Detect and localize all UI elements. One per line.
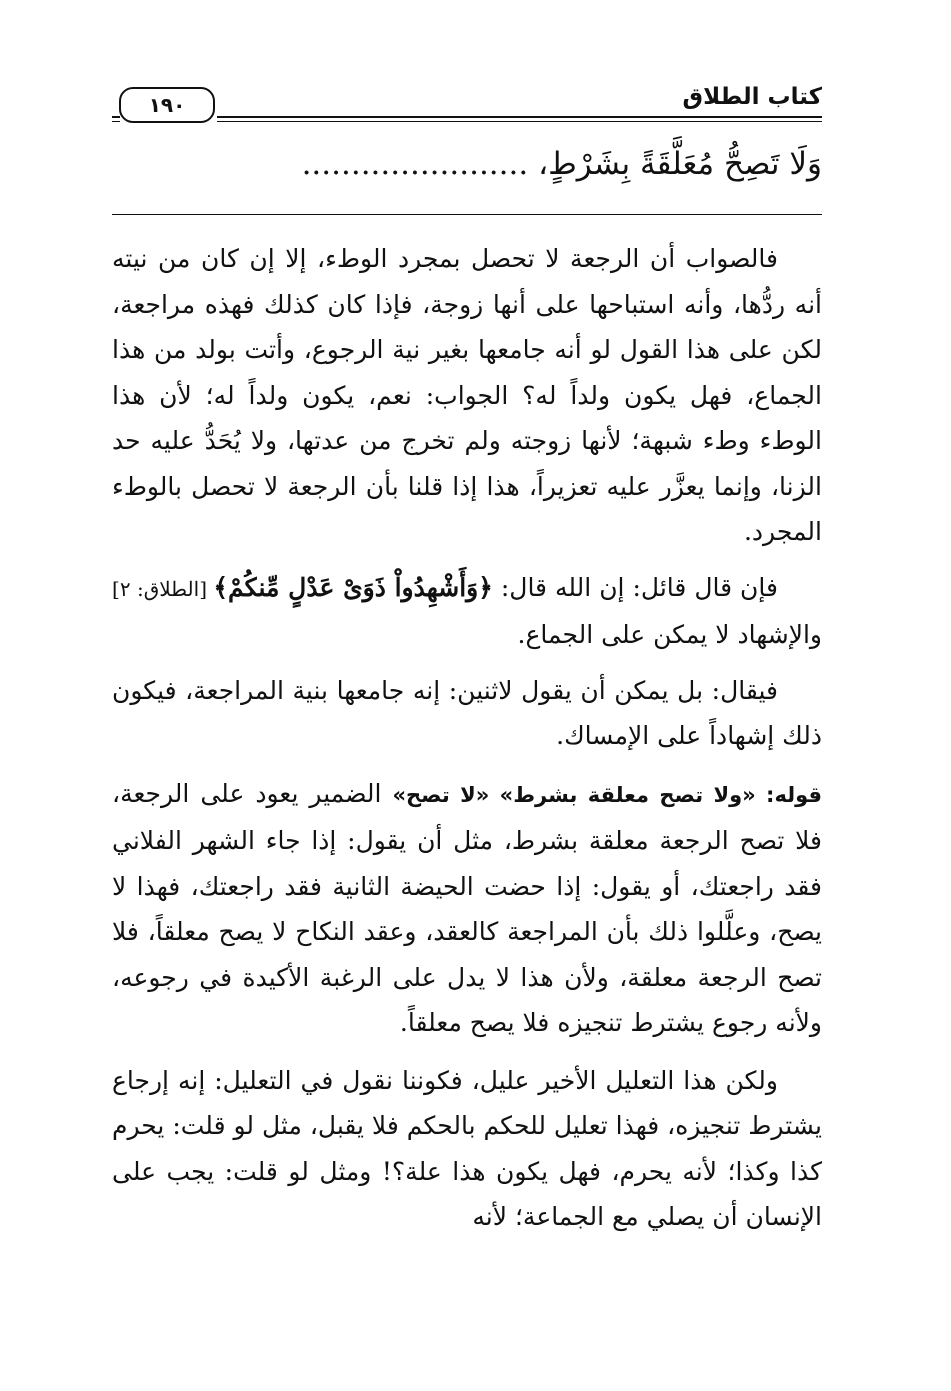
paragraph-3: فيقال: بل يمكن أن يقول لاثنين: إنه جامعها بنية المراجعة، فيكون ذلك إشهاداً على الإمساك.: [112, 675, 822, 750]
matn-quote-bold: قوله: «ولا تصح معلقة بشرط» «لا تصح»: [392, 782, 822, 807]
quran-verse: ﴿وَأَشْهِدُواْ ذَوَىْ عَدْلٍ مِّنكُمْ﴾: [213, 572, 493, 602]
verse-reference: [الطلاق: ٢]: [112, 576, 214, 601]
paragraph-2: [112, 565, 822, 658]
page-number: ١٩٠: [119, 87, 215, 123]
commentary-body: [112, 236, 822, 1240]
header-rule-left-thin: [112, 121, 120, 122]
book-title: كتاب الطلاق: [682, 84, 822, 110]
matn-line: وَلَا تَصِحُّ مُعَلَّقَةً بِشَرْطٍ، .......................: [301, 146, 822, 182]
paragraph-1: فالصواب أن الرجعة لا تحصل بمجرد الوطء، إلا إن كان من نيته أنه ردُّها، وأنه استباحها على أنها زوجة، فإذا كان كذلك فهذه مراجعة، لكن على هذا القول لو أنه جامعها بغير نية الرجوع، وأتت بولد من هذا الجماع، فهل يكون ولداً له؟ الجواب: نعم، يكون ولداً له؛ لأن هذا الوطء وطء شبهة؛ لأنها زوجته ولم تخرج من عدتها، ولا يُحَدُّ عليه حد الزنا، وإنما يعزَّر عليه تعزيراً، هذا إذا قلنا بأن الرجعة لا تحصل بالوطء المجرد.: [112, 244, 822, 546]
paragraph-2-tail: والإشهاد لا يمكن على الجماع.: [517, 620, 822, 649]
paragraph-2-lead: فإن قال قائل: إن الله قال:: [492, 572, 778, 602]
paragraph-4-text: الضمير يعود على الرجعة، فلا تصح الرجعة معلقة بشرط، مثل أن يقول: إذا جاء الشهر الفلاني فقد راجعتك، أو يقول: إذا حضت الحيضة الثانية فقد راجعتك، فهذا لا يصح، وعلَّلوا ذلك بأن المراجعة كالعقد، وعقد النكاح لا يصح معلقاً، فلا تصح الرجعة معلقة، ولأن هذا لا يدل على الرغبة الأكيدة في رجوعه، ولأنه رجوع يشترط تنجيزه فلا يصح معلقاً.: [112, 778, 822, 1037]
header-rule: [217, 116, 822, 118]
running-header: [112, 82, 822, 126]
paragraph-4: [112, 771, 822, 1046]
paragraph-5: ولكن هذا التعليل الأخير عليل، فكوننا نقول في التعليل: إنه إرجاع يشترط تنجيزه، فهذا تعليل للحكم بالحكم فلا يقبل، مثل لو قلت: يحرم كذا وكذا؛ لأنه يحرم، فهل يكون هذا علة؟! ومثل لو قلت: يجب على الإنسان أن يصلي مع الجماعة؛ لأنه: [112, 1065, 822, 1231]
matn-separator: [112, 214, 822, 215]
header-rule-thin: [217, 121, 822, 122]
header-rule-left: [112, 116, 120, 118]
